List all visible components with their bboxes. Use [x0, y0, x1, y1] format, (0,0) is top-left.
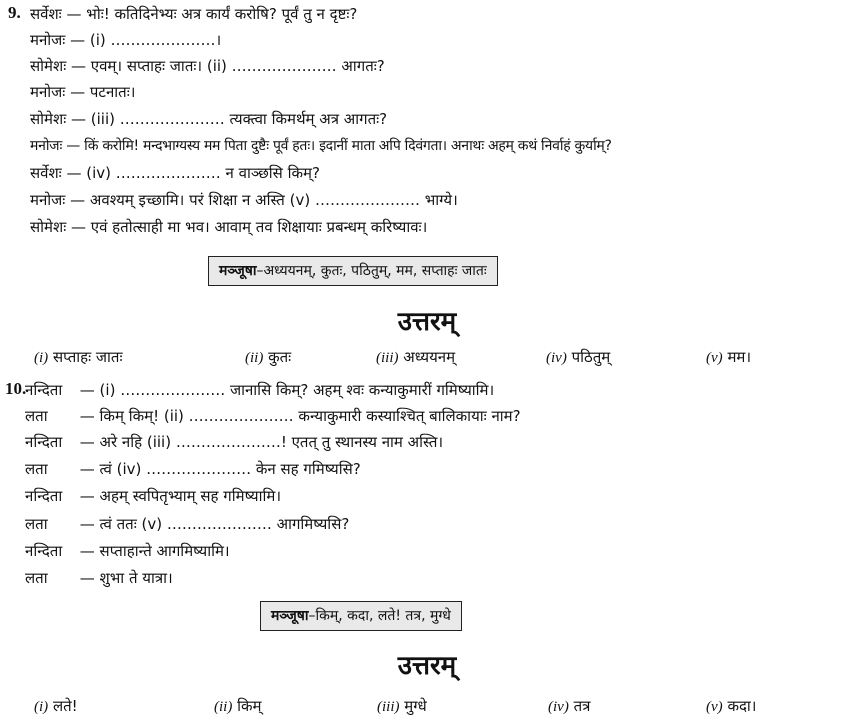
speaker: नन्दिता: [25, 487, 63, 505]
question-number-9: 9.: [8, 3, 21, 22]
answer-item: [706, 347, 751, 367]
speaker: नन्दिता: [25, 433, 63, 451]
line-text: — (i) ………………… जानासि किम्? अहम् श्वः कन्याकुमारीं गमिष्यामि।: [79, 381, 495, 399]
answer-item: [34, 347, 123, 367]
speaker: लता: [25, 515, 48, 533]
line-text: — शुभा ते यात्रा।: [79, 569, 173, 587]
answer-text: अध्ययनम्: [403, 348, 456, 366]
answer-number: (iv): [546, 350, 567, 366]
line-text: — त्वं (iv) ………………… केन सह गमिष्यसि?: [79, 460, 361, 478]
line-text: — त्वं ततः (v) ………………… आगमिष्यसि?: [79, 515, 350, 533]
dialogue-line: [25, 378, 494, 402]
answer-number: (iii): [376, 350, 399, 366]
dialogue-line: [30, 188, 458, 212]
dialogue-line: [30, 28, 221, 52]
word-box: [208, 256, 498, 286]
line-text: — सप्ताहान्ते आगमिष्यामि।: [79, 542, 230, 560]
answer-heading: उत्तरम्: [397, 307, 457, 337]
speaker: लता: [25, 407, 48, 425]
speaker: लता: [25, 569, 48, 587]
answer-number: (i): [34, 699, 49, 715]
speaker: नन्दिता: [25, 381, 63, 399]
word-box-label: मञ्जूषा: [271, 608, 309, 624]
speaker: सर्वेशः: [30, 5, 62, 23]
speaker: मनोजः: [30, 83, 66, 101]
answer-text: सप्ताहः जातः: [52, 348, 123, 366]
answer-item: [548, 696, 590, 716]
answer-text: मम।: [727, 348, 752, 366]
line-text: — (i) …………………।: [70, 31, 222, 49]
dialogue-line: [30, 107, 387, 131]
answer-text: कुतः: [268, 348, 292, 366]
answer-number: (iii): [377, 699, 400, 715]
speaker: सोमेशः: [30, 57, 67, 75]
answer-number: (v): [706, 699, 723, 715]
answer-text: मुग्धे: [404, 697, 427, 715]
word-box-words: –किम्, कदा, लते! तत्र, मुग्धे: [308, 608, 451, 624]
speaker: नन्दिता: [25, 542, 63, 560]
answer-item: [214, 696, 262, 716]
speaker: मनोजः: [30, 31, 66, 49]
answer-text: कदा।: [727, 697, 757, 715]
speaker: सोमेशः: [30, 218, 67, 236]
answer-number: (ii): [214, 699, 233, 715]
dialogue-line: [30, 54, 385, 78]
speaker: सर्वेशः: [30, 164, 62, 182]
answer-number: (ii): [245, 350, 264, 366]
answer-text: पठितुम्: [571, 348, 611, 366]
answer-item: [34, 696, 78, 716]
answer-item: [376, 347, 455, 367]
dialogue-line: [30, 134, 612, 158]
line-text: — पटनातः।: [70, 83, 136, 101]
dialogue-line: [25, 484, 281, 508]
line-text: — (iv) ………………… न वाञ्छसि किम्?: [66, 164, 320, 182]
dialogue-line: [30, 80, 135, 104]
line-text: — अरे नहि (iii) …………………! एतत् तु स्थानस्य नाम अस्ति।: [79, 433, 444, 451]
word-box-words: –अध्ययनम्, कुतः, पठितुम्, मम, सप्ताहः जातः: [256, 263, 487, 279]
line-text: — अवश्यम् इच्छामि। परं शिक्षा न अस्ति (v) ………………… भाग्ये।: [70, 191, 458, 209]
answer-item: [546, 347, 610, 367]
line-text: — किं करोमि! मन्दभाग्यस्य मम पिता दुष्टैः पूर्वं हतः। इदानीं माता अपि दिवंगता। अनाथः अहम् कथं निर्वाहं कुर्याम्?: [66, 138, 612, 154]
question-number-10: 10.: [5, 379, 27, 398]
speaker: मनोजः: [30, 138, 63, 154]
answer-item: [245, 347, 291, 367]
answer-text: लते!: [52, 697, 78, 715]
speaker: मनोजः: [30, 191, 66, 209]
answer-number: (iv): [548, 699, 569, 715]
line-text: — किम् किम्! (ii) ………………… कन्याकुमारी कस्याश्चित् बालिकायाः नाम?: [79, 407, 521, 425]
answer-item: [377, 696, 427, 716]
dialogue-line: [25, 566, 173, 590]
answer-item: [706, 696, 757, 716]
dialogue-line: [30, 215, 427, 239]
dialogue-line: [25, 512, 349, 536]
answer-heading: उत्तरम्: [397, 651, 457, 681]
dialogue-line: [30, 2, 357, 26]
dialogue-line: [25, 539, 230, 563]
line-text: — भोः! कतिदिनेभ्यः अत्र कार्यं करोषि? पूर्वं तु न दृष्टः?: [66, 5, 358, 23]
dialogue-line: [25, 457, 361, 481]
speaker: लता: [25, 460, 48, 478]
line-text: — एवम्। सप्ताहः जातः। (ii) ………………… आगतः?: [71, 57, 385, 75]
line-text: — (iii) ………………… त्यक्त्वा किमर्थम् अत्र आगतः?: [71, 110, 388, 128]
answer-number: (v): [706, 350, 723, 366]
line-text: — एवं हतोत्साही मा भव। आवाम् तव शिक्षायाः प्रबन्धम् करिष्यावः।: [71, 218, 428, 236]
line-text: — अहम् स्वपितृभ्याम् सह गमिष्यामि।: [79, 487, 282, 505]
dialogue-line: [25, 430, 443, 454]
answer-number: (i): [34, 350, 49, 366]
word-box-label: मञ्जूषा: [219, 263, 257, 279]
answer-text: तत्र: [573, 697, 591, 715]
answer-text: किम्: [237, 697, 262, 715]
speaker: सोमेशः: [30, 110, 67, 128]
word-box: [260, 601, 462, 631]
dialogue-line: [25, 404, 521, 428]
dialogue-line: [30, 161, 320, 185]
